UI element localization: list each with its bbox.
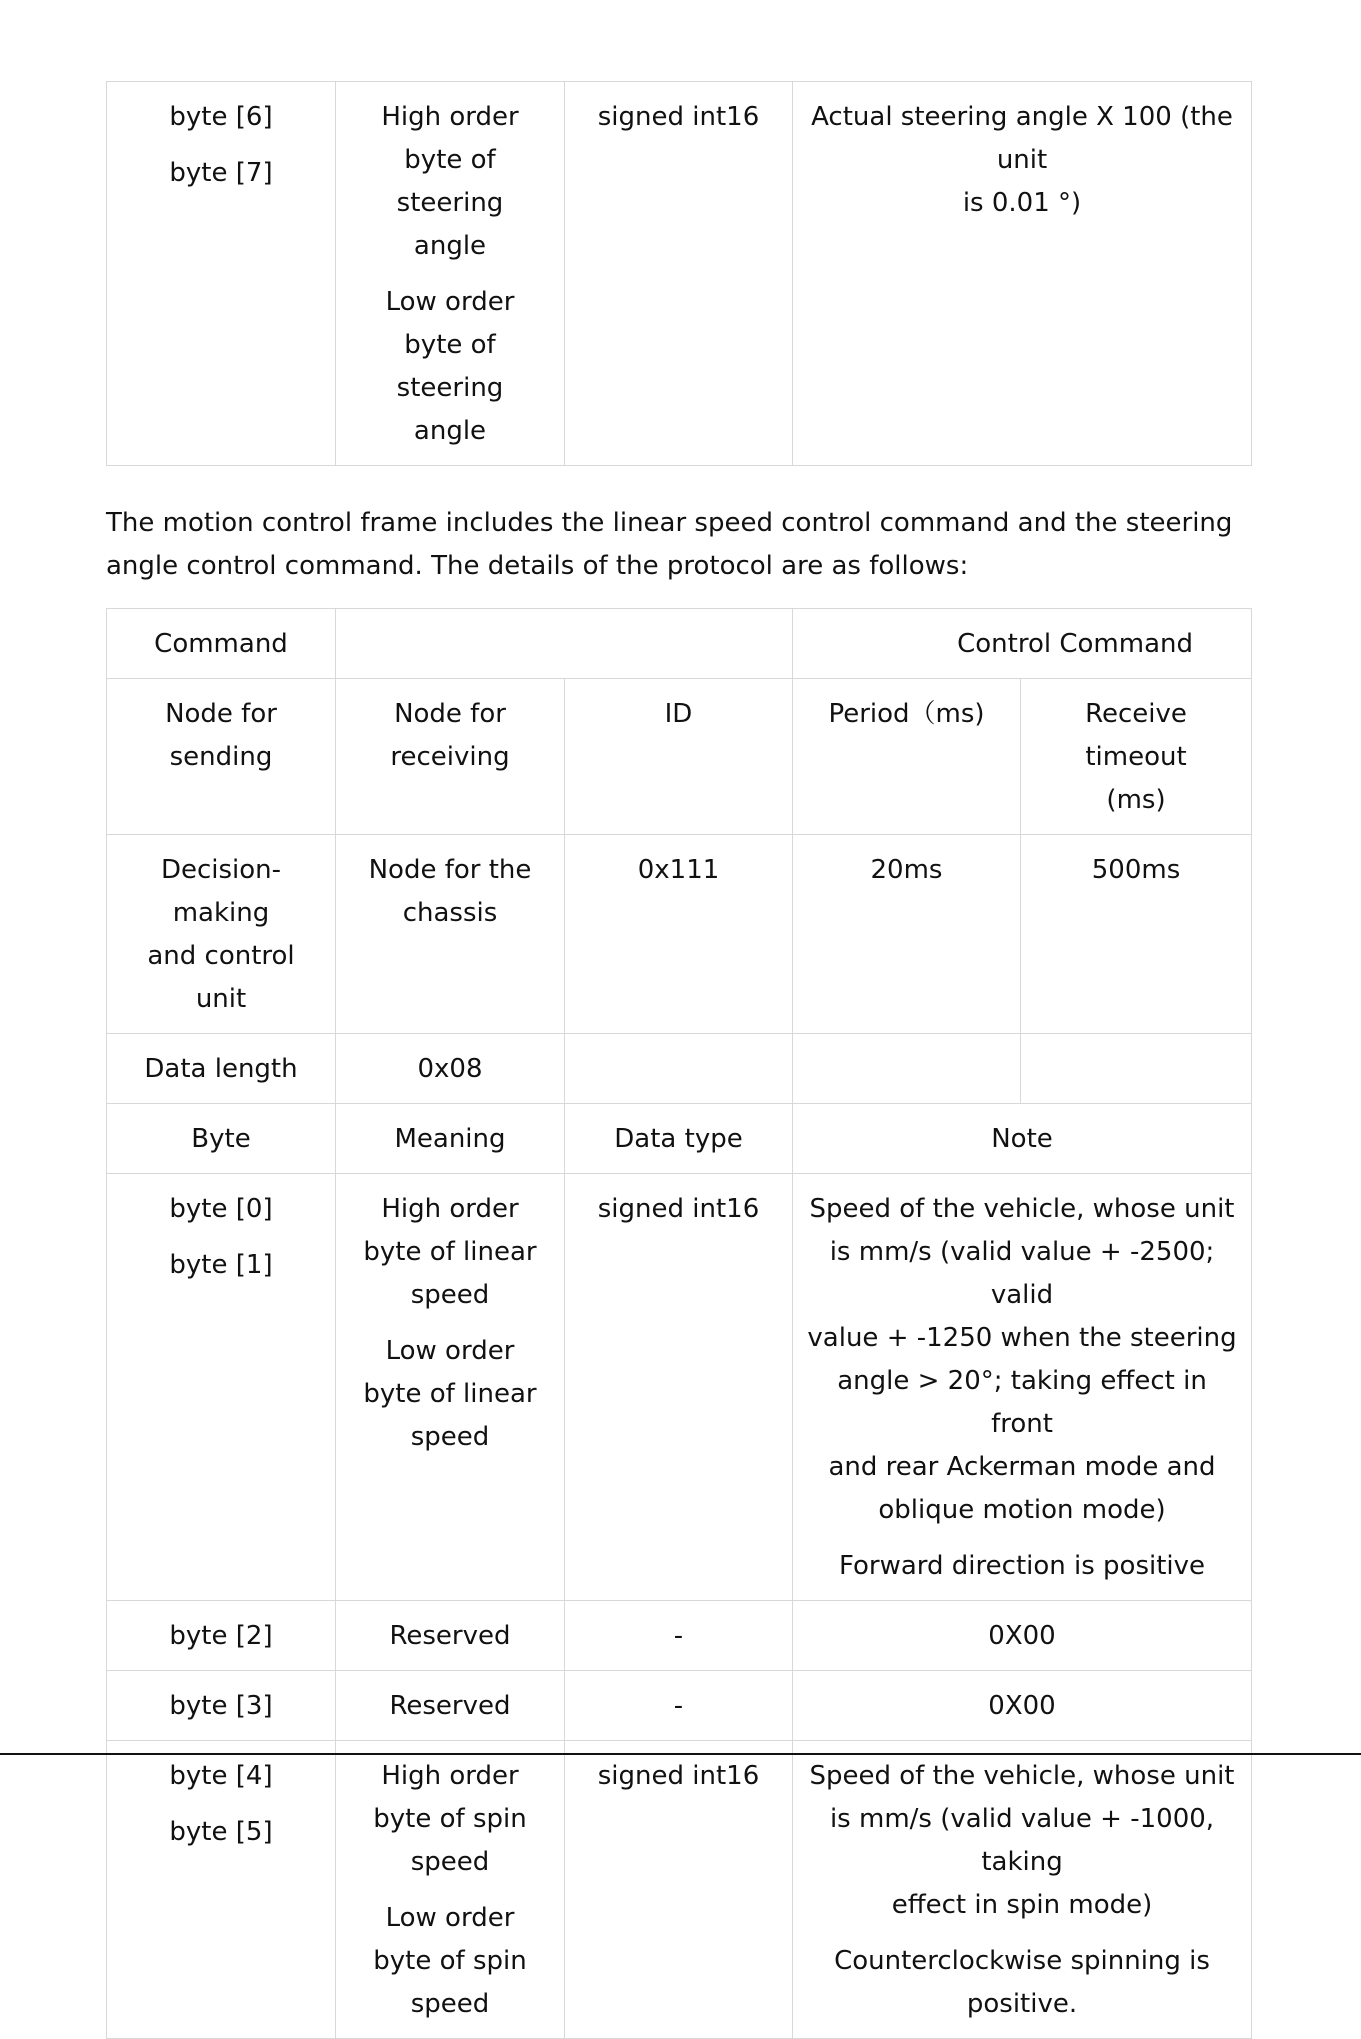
- control-command-label: Control Command: [957, 629, 1194, 659]
- meaning-text: byte of spin: [373, 1946, 527, 1976]
- column-header-data-type: Data type: [614, 1124, 743, 1154]
- data-type-cell: [565, 1741, 793, 2039]
- value-text: Decision-making: [160, 855, 282, 928]
- value-cell: [565, 835, 793, 1034]
- note-text: positive.: [966, 1989, 1078, 2019]
- byte-cell: [107, 1741, 336, 2039]
- values-row: [107, 835, 1252, 1034]
- note-text: Speed of the vehicle, whose unit: [809, 1194, 1235, 1224]
- meaning-cell: [336, 82, 565, 466]
- byte-label: byte [1]: [169, 1250, 273, 1280]
- meaning-text: byte of steering: [396, 145, 504, 218]
- data-type-text: signed int16: [597, 1761, 760, 1791]
- note-text: is 0.01 °): [962, 188, 1082, 218]
- value-text: and control unit: [147, 941, 295, 1014]
- meaning-text: byte of linear: [363, 1379, 537, 1409]
- data-type-cell: [565, 82, 793, 466]
- value-cell: [793, 835, 1021, 1034]
- value-cell: [107, 835, 336, 1034]
- empty-cell: [336, 609, 793, 679]
- note-text: 0X00: [988, 1691, 1056, 1721]
- note-text: angle > 20°; taking effect in front: [837, 1366, 1207, 1439]
- meaning-text: Reserved: [389, 1691, 511, 1721]
- byte-cell: [107, 1671, 336, 1741]
- data-length-label: Data length: [144, 1054, 298, 1084]
- note-text: Speed of the vehicle, whose unit: [809, 1761, 1235, 1791]
- data-type-text: -: [673, 1621, 684, 1651]
- data-type-cell: [565, 1671, 793, 1741]
- meaning-text: High order: [381, 1761, 519, 1791]
- meaning-cell: [336, 1601, 565, 1671]
- header-text: Receive timeout: [1085, 699, 1187, 772]
- data-length-value-cell: [336, 1034, 565, 1104]
- header-cell: [793, 679, 1021, 835]
- document-page: [106, 81, 1251, 2039]
- byte-cell: [107, 82, 336, 466]
- meaning-text: speed: [410, 1280, 490, 1310]
- table-row: [107, 1671, 1252, 1741]
- note-text: oblique motion mode): [878, 1495, 1166, 1525]
- note-text: Forward direction is positive: [838, 1551, 1206, 1581]
- byte-label: byte [0]: [169, 1194, 273, 1224]
- data-type-text: signed int16: [597, 1194, 760, 1224]
- header-cell: [1021, 679, 1252, 835]
- note-text: and rear Ackerman mode and: [828, 1452, 1216, 1482]
- meaning-cell: [336, 1671, 565, 1741]
- header-text: Node for: [394, 699, 506, 729]
- note-text: is mm/s (valid value + -1000, taking: [829, 1804, 1215, 1877]
- meaning-text: speed: [410, 1422, 490, 1452]
- meaning-cell: [336, 1174, 565, 1601]
- byte-cell: [107, 1174, 336, 1601]
- meaning-cell: [336, 1741, 565, 2039]
- column-header-note: Note: [991, 1124, 1053, 1154]
- header-cell: [107, 679, 336, 835]
- note-cell: [793, 82, 1252, 466]
- meaning-text: Low order: [385, 287, 515, 317]
- note-text: value + -1250 when the steering: [807, 1323, 1237, 1353]
- meaning-text: Reserved: [389, 1621, 511, 1651]
- control-command-cell: [793, 609, 1252, 679]
- empty-cell: [1021, 1034, 1252, 1104]
- data-type-text: signed int16: [597, 102, 760, 132]
- value-text: 0x111: [637, 855, 720, 885]
- value-text: 500ms: [1091, 855, 1181, 885]
- column-header-meaning: Meaning: [394, 1124, 506, 1154]
- value-cell: [1021, 835, 1252, 1034]
- column-header-cell: [107, 1104, 336, 1174]
- meaning-text: byte of steering: [396, 330, 504, 403]
- data-length-value: 0x08: [417, 1054, 483, 1084]
- value-text: chassis: [402, 898, 498, 928]
- steering-angle-table: [106, 81, 1252, 466]
- command-label-cell: [107, 609, 336, 679]
- column-header-row: [107, 1104, 1252, 1174]
- byte-label: byte [4]: [169, 1761, 273, 1791]
- data-type-cell: [565, 1601, 793, 1671]
- column-header-cell: [793, 1104, 1252, 1174]
- byte-cell: [107, 1601, 336, 1671]
- empty-cell: [565, 1034, 793, 1104]
- table-row: [107, 1174, 1252, 1601]
- header-text: ID: [664, 699, 693, 729]
- data-type-cell: [565, 1174, 793, 1601]
- header-text: Period（ms): [828, 699, 985, 729]
- byte-label: byte [7]: [169, 158, 273, 188]
- meaning-text: byte of linear: [363, 1237, 537, 1267]
- note-cell: [793, 1174, 1252, 1601]
- meaning-text: angle: [413, 416, 487, 446]
- meaning-text: speed: [410, 1989, 490, 2019]
- header-row: [107, 679, 1252, 835]
- table-row: [107, 82, 1252, 466]
- byte-label: byte [3]: [169, 1691, 273, 1721]
- byte-label: byte [6]: [169, 102, 273, 132]
- motion-control-table: [106, 608, 1252, 2039]
- note-cell: [793, 1601, 1252, 1671]
- data-type-text: -: [673, 1691, 684, 1721]
- column-header-byte: Byte: [191, 1124, 251, 1154]
- table-row: [107, 1741, 1252, 2039]
- column-header-cell: [565, 1104, 793, 1174]
- column-header-cell: [336, 1104, 565, 1174]
- header-cell: [336, 679, 565, 835]
- byte-label: byte [2]: [169, 1621, 273, 1651]
- empty-cell: [793, 1034, 1021, 1104]
- meaning-text: byte of spin: [373, 1804, 527, 1834]
- meaning-text: speed: [410, 1847, 490, 1877]
- data-length-label-cell: [107, 1034, 336, 1104]
- table-row: [107, 1601, 1252, 1671]
- page-footer-rule: [0, 1753, 1361, 1755]
- command-label: Command: [154, 629, 288, 659]
- header-text: sending: [169, 742, 273, 772]
- value-text: Node for the: [368, 855, 532, 885]
- data-length-row: [107, 1034, 1252, 1104]
- note-text: 0X00: [988, 1621, 1056, 1651]
- note-cell: [793, 1741, 1252, 2039]
- meaning-text: angle: [413, 231, 487, 261]
- meaning-text: Low order: [385, 1903, 515, 1933]
- header-cell: [565, 679, 793, 835]
- meaning-text: High order: [381, 102, 519, 132]
- value-text: 20ms: [870, 855, 943, 885]
- meaning-text: High order: [381, 1194, 519, 1224]
- header-text: Node for: [165, 699, 277, 729]
- note-text: Actual steering angle X 100 (the unit: [811, 102, 1233, 175]
- command-row: [107, 609, 1252, 679]
- header-text: (ms): [1106, 785, 1166, 815]
- note-text: Counterclockwise spinning is: [834, 1946, 1210, 1976]
- meaning-text: Low order: [385, 1336, 515, 1366]
- note-text: is mm/s (valid value + -2500; valid: [829, 1237, 1215, 1310]
- note-cell: [793, 1671, 1252, 1741]
- value-cell: [336, 835, 565, 1034]
- note-text: effect in spin mode): [891, 1890, 1153, 1920]
- byte-label: byte [5]: [169, 1817, 273, 1847]
- header-text: receiving: [390, 742, 510, 772]
- intro-paragraph: The motion control frame includes the linear speed control command and the steering angle control command. The details of the protocol are as follows:: [106, 508, 1233, 581]
